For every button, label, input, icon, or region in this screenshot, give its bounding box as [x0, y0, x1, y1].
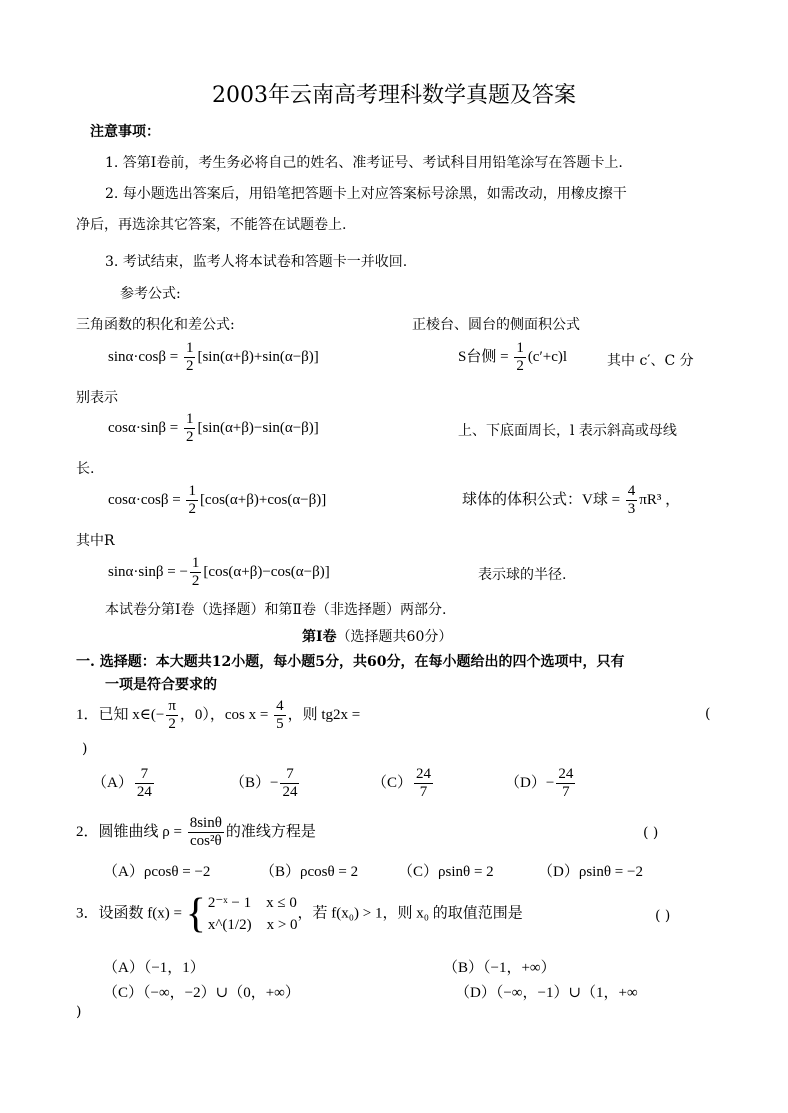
- q1-option-a: （A） $\frac{7}{24}$: [92, 766, 152, 800]
- fraction: $\frac{\pi}{2}$: [168, 698, 176, 732]
- q2-option-d: （D）ρsinθ = −2: [538, 864, 643, 880]
- fraction: $\frac{24}{7}$: [558, 766, 574, 800]
- trig-formula-1: [108, 340, 319, 375]
- q3-option-a: （A）（−1，1）: [103, 960, 205, 976]
- q2-option-c: （C）ρsinθ = 2: [398, 864, 494, 880]
- piecewise-cases: 2⁻ˣ − 1 x ≤ 0 x^(1/2) x > 0: [207, 895, 298, 933]
- frustum-formula: S台侧 = $\frac{1}{2}$ (c′+c)l: [458, 340, 568, 374]
- paper-note: 本试卷分第Ⅰ卷（选择题）和第Ⅱ卷（非选择题）两部分.: [105, 602, 447, 618]
- question-3: 3．设函数 f(x) = { 2⁻ˣ − 1 x ≤ 0 x^(1/2) x > 0 ，若 f(x₀) > 1，则 x₀ 的取值范围是: [76, 891, 523, 937]
- section-1-instructions-cont: 一项是符合要求的: [105, 677, 217, 693]
- fraction: $\frac{7}{24}$: [136, 766, 152, 800]
- q2-option-b: （B）ρcosθ = 2: [260, 864, 359, 880]
- q3-option-b: （B）（−1，+∞）: [443, 960, 556, 976]
- fraction: $\frac{24}{7}$: [416, 766, 432, 800]
- q1-option-d: （D）− $\frac{24}{7}$: [505, 766, 574, 800]
- frustum-desc-4: 长.: [76, 461, 95, 477]
- fraction: $\frac{1}{2}$: [516, 340, 524, 374]
- fraction: $\frac{4}{5}$: [276, 698, 284, 732]
- sphere-volume-formula: 球体的体积公式：V球 = $\frac{4}{3}$ πR³ ，: [462, 483, 681, 517]
- sphere-desc-2: 表示球的半径.: [478, 567, 567, 583]
- q3-trailing-paren: ): [76, 1004, 82, 1020]
- answer-paren-open: (: [705, 706, 711, 722]
- q3-option-c: （C）（−∞，−2）∪（0，+∞）: [103, 985, 300, 1001]
- notice-heading: 注意事项：: [90, 124, 160, 140]
- trig-formulas-title: 三角函数的积化和差公式:: [76, 317, 235, 333]
- fraction: $\frac{1}{2}$: [185, 340, 194, 374]
- section-1-title: 第Ⅰ卷（选择题共60分）: [302, 629, 453, 645]
- frustum-desc-3: 上、下底面周长，l 表示斜高或母线: [458, 423, 677, 439]
- page-title: 2003年云南高考理科数学真题及答案: [212, 83, 576, 108]
- trig-formula-4: sinα·sinβ = − $\frac{1}{2}$ [cos(α+β)−cos(α−β)]: [108, 555, 330, 589]
- formulas-heading: 参考公式:: [120, 286, 181, 302]
- frustum-desc-1: 其中 c′、C 分: [607, 353, 694, 369]
- fraction: $\frac{8\sin\theta}{\text{cos²θ}}$: [189, 815, 222, 849]
- sphere-desc-1: 其中R: [76, 533, 115, 549]
- trig-formula-3: cosα·cosβ = $\frac{1}{2}$ [cos(α+β)+cos(α−β)]: [108, 483, 327, 517]
- formula-rhs: [sin(α+β)+sin(α−β)]: [197, 348, 319, 365]
- q3-option-d: （D）（−∞，−1）∪（1，+∞: [455, 985, 638, 1001]
- q1-option-c: （C） $\frac{24}{7}$: [372, 766, 432, 800]
- fraction: $\frac{1}{2}$: [191, 555, 200, 589]
- q1-option-b: （B）− $\frac{7}{24}$: [230, 766, 298, 800]
- q2-option-a: （A）ρcosθ = −2: [103, 864, 211, 880]
- fraction: $\frac{1}{2}$: [188, 483, 196, 517]
- fraction: $\frac{1}{2}$: [185, 411, 194, 445]
- question-1: 1．已知 x∈(− $\frac{\pi}{2}$ ，0），cos x = $\frac{4}{5}$ ，则 tg2x =: [76, 698, 361, 732]
- notice-item-1: 1. 答第Ⅰ卷前，考生务必将自己的姓名、准考证号、考试科目用铅笔涂写在答题卡上.: [105, 155, 623, 171]
- notice-item-2: 2. 每小题选出答案后，用铅笔把答题卡上对应答案标号涂黑，如需改动，用橡皮擦干: [105, 186, 627, 202]
- answer-paren: ( ): [643, 825, 659, 841]
- trig-formula-2: cosα·sinβ = $\frac{1}{2}$ [sin(α+β)−sin(α−β)]: [108, 411, 319, 445]
- section-1-instructions: 一. 选择题：本大题共12小题，每小题5分，共60分，在每小题给出的四个选项中，只有: [76, 654, 625, 670]
- frustum-desc-2: 别表示: [76, 390, 118, 406]
- frustum-formula-title: 正棱台、圆台的侧面积公式: [412, 317, 580, 333]
- answer-paren-close: ): [82, 741, 88, 757]
- fraction: $\frac{7}{24}$: [282, 766, 298, 800]
- notice-item-3: 3. 考试结束，监考人将本试卷和答题卡一并收回.: [105, 254, 408, 270]
- answer-paren: ( ): [655, 908, 671, 924]
- formula-lhs: sinα·cosβ =: [108, 348, 182, 365]
- left-brace: {: [185, 891, 206, 937]
- notice-item-2-cont: 净后，再选涂其它答案，不能答在试题卷上.: [76, 217, 347, 233]
- fraction: $\frac{4}{3}$: [627, 483, 636, 517]
- question-2: 2．圆锥曲线 ρ = $\frac{8\sin\theta}{\text{cos²θ}}$ 的准线方程是: [76, 815, 316, 849]
